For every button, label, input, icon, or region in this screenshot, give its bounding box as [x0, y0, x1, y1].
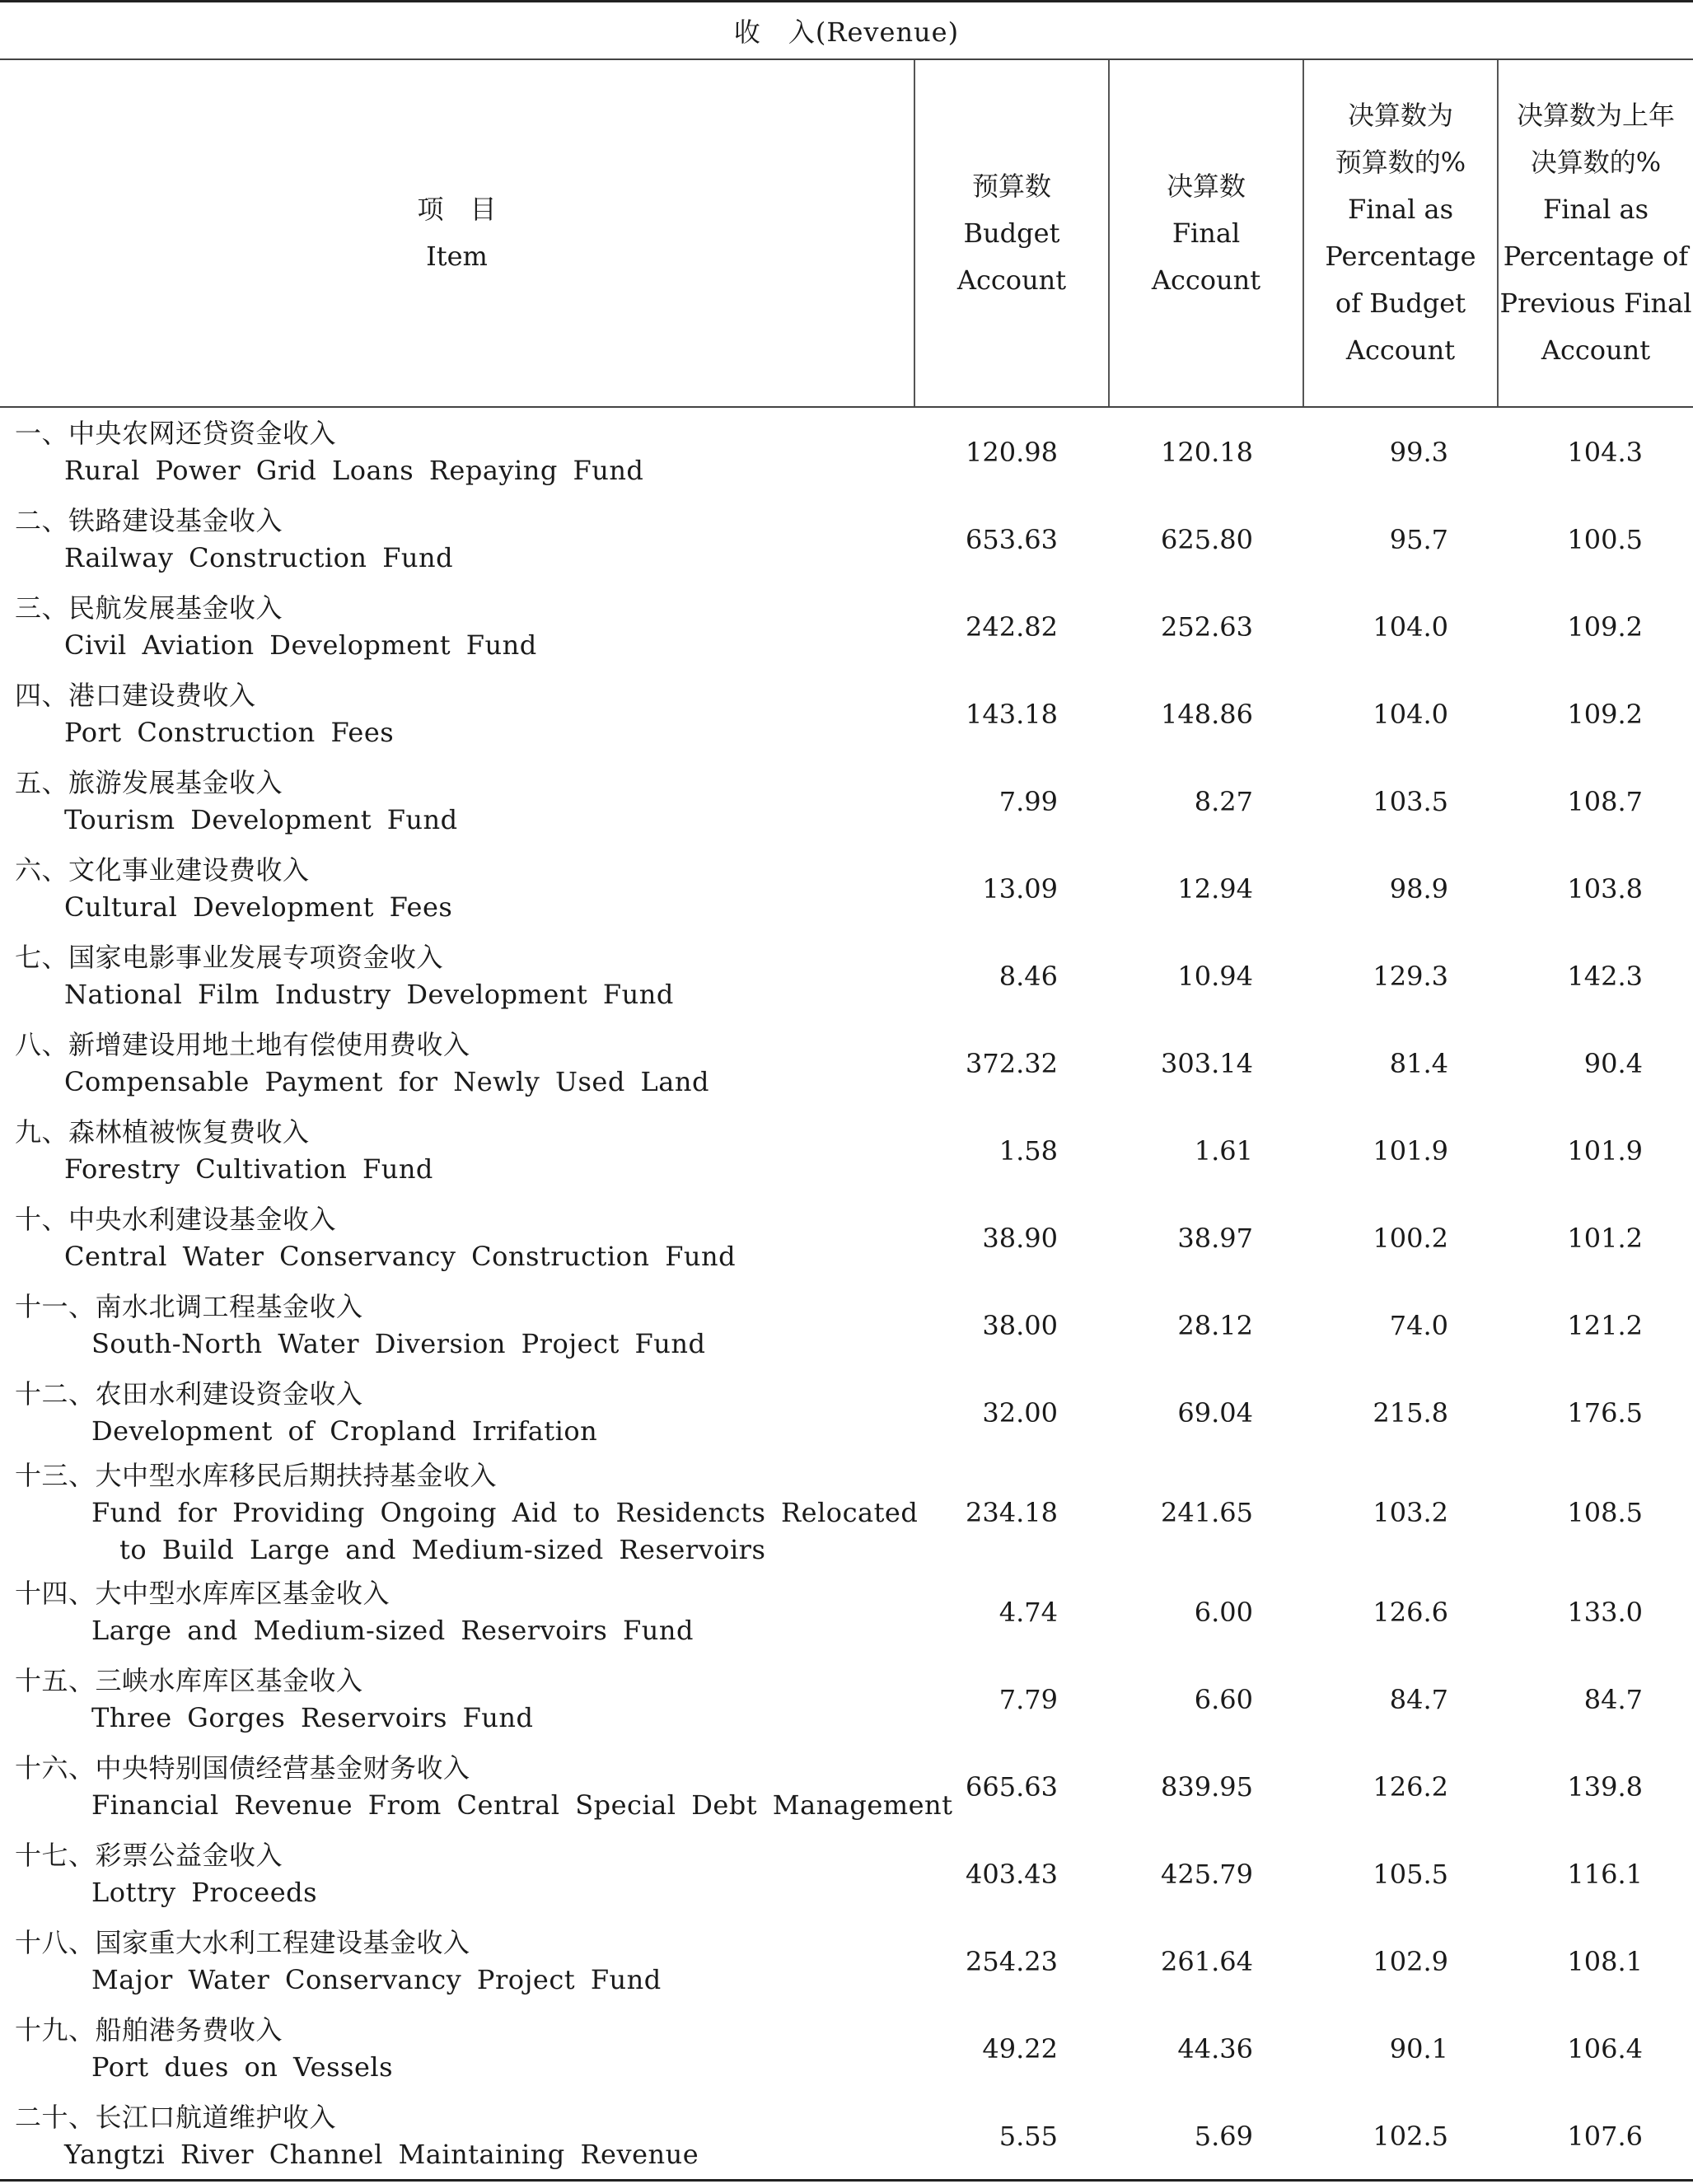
item-zh: 十八、国家重大水利工程建设基金收入: [15, 1927, 470, 1958]
header-final-line: Account: [1151, 264, 1261, 296]
final-cell: 241.65: [1161, 1497, 1253, 1528]
pct-budget-cell: 74.0: [1389, 1310, 1448, 1341]
pct-budget-cell: 95.7: [1389, 524, 1448, 555]
final-cell: 44.36: [1177, 2033, 1253, 2065]
item-en: National Film Industry Development Fund: [64, 979, 674, 1010]
budget-cell: 403.43: [966, 1859, 1058, 1890]
pct-prev-cell: 176.5: [1567, 1397, 1643, 1429]
pct-prev-cell: 142.3: [1567, 961, 1643, 992]
header-budget-line: Budget: [963, 217, 1060, 249]
item-zh: 十一、南水北调工程基金收入: [15, 1291, 363, 1322]
pct-prev-cell: 101.9: [1567, 1135, 1643, 1167]
budget-cell: 234.18: [966, 1497, 1058, 1528]
item-en: Forestry Cultivation Fund: [64, 1153, 433, 1185]
pct-prev-cell: 104.3: [1567, 437, 1643, 468]
item-en: Development of Cropland Irrifation: [91, 1415, 598, 1447]
pct-prev-cell: 109.2: [1567, 699, 1643, 730]
item-en: Port Construction Fees: [64, 717, 395, 748]
header-pct-budget-line: Final as: [1347, 194, 1454, 225]
budget-cell: 7.79: [998, 1684, 1058, 1715]
final-cell: 252.63: [1161, 611, 1253, 643]
item-zh: 八、新增建设用地土地有偿使用费收入: [15, 1029, 470, 1060]
pct-budget-cell: 98.9: [1389, 873, 1448, 905]
budget-cell: 38.00: [982, 1310, 1058, 1341]
header-pct-prev-line: Previous Final: [1499, 288, 1692, 319]
final-cell: 69.04: [1177, 1397, 1253, 1429]
table-row: [0, 758, 1693, 845]
header-pct-prev-line: Percentage of: [1503, 241, 1689, 272]
table-row: [0, 1282, 1693, 1369]
item-cell: [15, 1020, 905, 1107]
pct-prev-cell: 103.8: [1567, 873, 1643, 905]
item-cell: [15, 758, 905, 845]
pct-budget-cell: 129.3: [1373, 961, 1448, 992]
final-cell: 8.27: [1194, 786, 1253, 817]
item-en: to Build Large and Medium-sized Reservoirs: [119, 1533, 766, 1565]
final-cell: 120.18: [1161, 437, 1253, 468]
item-zh: 十六、中央特别国债经营基金财务收入: [15, 1752, 470, 1784]
budget-cell: 242.82: [966, 611, 1058, 643]
item-en: Large and Medium-sized Reservoirs Fund: [91, 1615, 694, 1646]
header-pct-budget-line: Percentage: [1325, 241, 1476, 272]
final-cell: 148.86: [1161, 699, 1253, 730]
final-cell: 38.97: [1177, 1223, 1253, 1254]
item-en: Lottry Proceeds: [91, 1877, 318, 1908]
item-cell: [15, 1282, 905, 1369]
item-zh: 二、铁路建设基金收入: [15, 505, 283, 536]
header-item-en: Item: [426, 241, 488, 272]
table-row: [0, 496, 1693, 583]
final-cell: 839.95: [1161, 1771, 1253, 1803]
item-cell: [15, 496, 905, 583]
item-en: Major Water Conservancy Project Fund: [91, 1964, 662, 1995]
pct-prev-cell: 84.7: [1583, 1684, 1643, 1715]
header-budget-line: 预算数: [971, 170, 1051, 202]
header-pct-prev-line: 决算数为上年: [1516, 100, 1675, 131]
budget-cell: 13.09: [982, 873, 1058, 905]
header-budget-line: Account: [956, 264, 1067, 296]
budget-cell: 120.98: [966, 437, 1058, 468]
pct-budget-cell: 126.6: [1373, 1597, 1448, 1628]
table-row: [0, 1020, 1693, 1107]
item-cell: [15, 1918, 905, 2005]
header-pct-prev: [1499, 60, 1693, 406]
table-row: [0, 2093, 1693, 2180]
item-cell: [15, 1743, 953, 1831]
header-pct-budget-line: Account: [1345, 334, 1456, 366]
pct-prev-cell: 100.5: [1567, 524, 1643, 555]
item-cell: [15, 1195, 905, 1282]
pct-budget-cell: 90.1: [1389, 2033, 1448, 2065]
final-cell: 261.64: [1161, 1946, 1253, 1977]
budget-cell: 49.22: [982, 2033, 1058, 2065]
header-pct-prev-line: Account: [1541, 334, 1651, 366]
final-cell: 28.12: [1177, 1310, 1253, 1341]
pct-budget-cell: 215.8: [1373, 1397, 1448, 1429]
budget-cell: 38.90: [982, 1223, 1058, 1254]
pct-prev-cell: 107.6: [1567, 2121, 1643, 2152]
item-zh: 九、森林植被恢复费收入: [15, 1116, 310, 1148]
pct-prev-cell: 108.7: [1567, 786, 1643, 817]
item-en: Financial Revenue From Central Special Debt Management: [91, 1789, 953, 1821]
budget-cell: 1.58: [998, 1135, 1058, 1167]
table-row: [0, 2005, 1693, 2093]
final-cell: 12.94: [1177, 873, 1253, 905]
item-en: Fund for Providing Ongoing Aid to Residencts Relocated: [91, 1496, 919, 1528]
table-row: [0, 1743, 1693, 1831]
item-cell: [15, 2093, 905, 2180]
item-en: South-North Water Diversion Project Fund: [91, 1328, 706, 1359]
final-cell: 425.79: [1161, 1859, 1253, 1890]
item-en: Compensable Payment for Newly Used Land: [64, 1066, 709, 1097]
pct-prev-cell: 121.2: [1567, 1310, 1643, 1341]
pct-budget-cell: 103.2: [1373, 1497, 1448, 1528]
header-item-zh: 项 目: [417, 194, 497, 225]
pct-budget-cell: 102.9: [1373, 1946, 1448, 1977]
item-cell: [15, 933, 905, 1020]
header-pct-budget-line: of Budget: [1335, 288, 1466, 319]
pct-prev-cell: 101.2: [1567, 1223, 1643, 1254]
table-row: [0, 1918, 1693, 2005]
item-zh: 十四、大中型水库库区基金收入: [15, 1578, 391, 1609]
table-row: [0, 1369, 1693, 1457]
budget-cell: 8.46: [998, 961, 1058, 992]
header-final-line: 决算数: [1166, 170, 1246, 202]
budget-cell: 665.63: [966, 1771, 1058, 1803]
final-cell: 1.61: [1194, 1135, 1253, 1167]
item-en: Yangtzi River Channel Maintaining Revenue: [64, 2139, 699, 2170]
budget-cell: 32.00: [982, 1397, 1058, 1429]
final-cell: 625.80: [1161, 524, 1253, 555]
item-zh: 十五、三峡水库库区基金收入: [15, 1665, 363, 1696]
table-row: [0, 1569, 1693, 1656]
item-en: Civil Aviation Development Fund: [64, 629, 537, 661]
header-pct-prev-line: 决算数的%: [1530, 147, 1662, 178]
header-budget: [915, 60, 1108, 406]
item-cell: [15, 1107, 905, 1195]
item-zh: 四、港口建设费收入: [15, 680, 256, 711]
table-row: [0, 1195, 1693, 1282]
pct-prev-cell: 139.8: [1567, 1771, 1643, 1803]
pct-budget-cell: 100.2: [1373, 1223, 1448, 1254]
final-cell: 303.14: [1161, 1048, 1253, 1079]
item-en: Three Gorges Reservoirs Fund: [91, 1702, 534, 1733]
item-zh: 十九、船舶港务费收入: [15, 2014, 283, 2046]
item-en: Rural Power Grid Loans Repaying Fund: [64, 455, 644, 486]
pct-prev-cell: 108.5: [1567, 1497, 1643, 1528]
item-zh: 三、民航发展基金收入: [15, 592, 283, 624]
item-cell: [15, 1831, 905, 1918]
pct-budget-cell: 81.4: [1389, 1048, 1448, 1079]
item-zh: 六、文化事业建设费收入: [15, 854, 310, 886]
pct-prev-cell: 116.1: [1567, 1859, 1643, 1890]
table-row: [0, 1831, 1693, 1918]
item-en: Tourism Development Fund: [64, 804, 458, 835]
table-row: [0, 1656, 1693, 1743]
item-cell: [15, 845, 905, 933]
pct-prev-cell: 109.2: [1567, 611, 1643, 643]
pct-budget-cell: 104.0: [1373, 699, 1448, 730]
table-row: [0, 1107, 1693, 1195]
item-en: Cultural Development Fees: [64, 891, 453, 923]
header-final-line: Final: [1172, 217, 1241, 249]
table-row: [0, 845, 1693, 933]
item-en: Central Water Conservancy Construction Fund: [64, 1241, 737, 1272]
pct-prev-cell: 133.0: [1567, 1597, 1643, 1628]
item-cell: [15, 1457, 919, 1569]
item-cell: [15, 1569, 905, 1656]
item-zh: 十三、大中型水库移民后期扶持基金收入: [15, 1459, 498, 1491]
final-cell: 10.94: [1177, 961, 1253, 992]
table-row: [0, 409, 1693, 496]
item-zh: 五、旅游发展基金收入: [15, 767, 283, 798]
header-item: [0, 60, 914, 406]
pct-budget-cell: 104.0: [1373, 611, 1448, 643]
item-cell: [15, 583, 905, 671]
header-pct-budget-line: 决算数为: [1347, 100, 1453, 131]
item-en: Port dues on Vessels: [91, 2051, 394, 2083]
header-pct-budget: [1304, 60, 1497, 406]
header-final: [1110, 60, 1302, 406]
pct-budget-cell: 103.5: [1373, 786, 1448, 817]
header-bottom-rule: [0, 406, 1693, 408]
pct-prev-cell: 90.4: [1583, 1048, 1643, 1079]
budget-cell: 143.18: [966, 699, 1058, 730]
table-row: [0, 933, 1693, 1020]
final-cell: 6.00: [1194, 1597, 1253, 1628]
pct-budget-cell: 101.9: [1373, 1135, 1448, 1167]
header-pct-prev-line: Final as: [1542, 194, 1649, 225]
pct-budget-cell: 102.5: [1373, 2121, 1448, 2152]
item-zh: 二十、长江口航道维护收入: [15, 2102, 337, 2133]
item-en: Railway Construction Fund: [64, 542, 454, 573]
item-cell: [15, 1369, 905, 1457]
pct-prev-cell: 106.4: [1567, 2033, 1643, 2065]
item-zh: 一、中央农网还贷资金收入: [15, 418, 337, 449]
table-caption: 收 入(Revenue): [733, 16, 960, 48]
pct-prev-cell: 108.1: [1567, 1946, 1643, 1977]
budget-cell: 653.63: [966, 524, 1058, 555]
table-row: [0, 1457, 1693, 1569]
item-cell: [15, 409, 905, 496]
final-cell: 6.60: [1194, 1684, 1253, 1715]
final-cell: 5.69: [1194, 2121, 1253, 2152]
table-row: [0, 671, 1693, 758]
budget-cell: 254.23: [966, 1946, 1058, 1977]
item-cell: [15, 1656, 905, 1743]
item-cell: [15, 671, 905, 758]
pct-budget-cell: 126.2: [1373, 1771, 1448, 1803]
budget-cell: 7.99: [998, 786, 1058, 817]
table-row: [0, 583, 1693, 671]
item-zh: 十二、农田水利建设资金收入: [15, 1378, 363, 1410]
pct-budget-cell: 99.3: [1389, 437, 1448, 468]
item-zh: 七、国家电影事业发展专项资金收入: [15, 942, 444, 973]
pct-budget-cell: 84.7: [1389, 1684, 1448, 1715]
budget-cell: 372.32: [966, 1048, 1058, 1079]
item-zh: 十七、彩票公益金收入: [15, 1840, 283, 1871]
header-pct-budget-line: 预算数的%: [1335, 147, 1466, 178]
item-cell: [15, 2005, 905, 2093]
budget-cell: 5.55: [998, 2121, 1058, 2152]
budget-cell: 4.74: [998, 1597, 1058, 1628]
pct-budget-cell: 105.5: [1373, 1859, 1448, 1890]
item-zh: 十、中央水利建设基金收入: [15, 1204, 337, 1235]
